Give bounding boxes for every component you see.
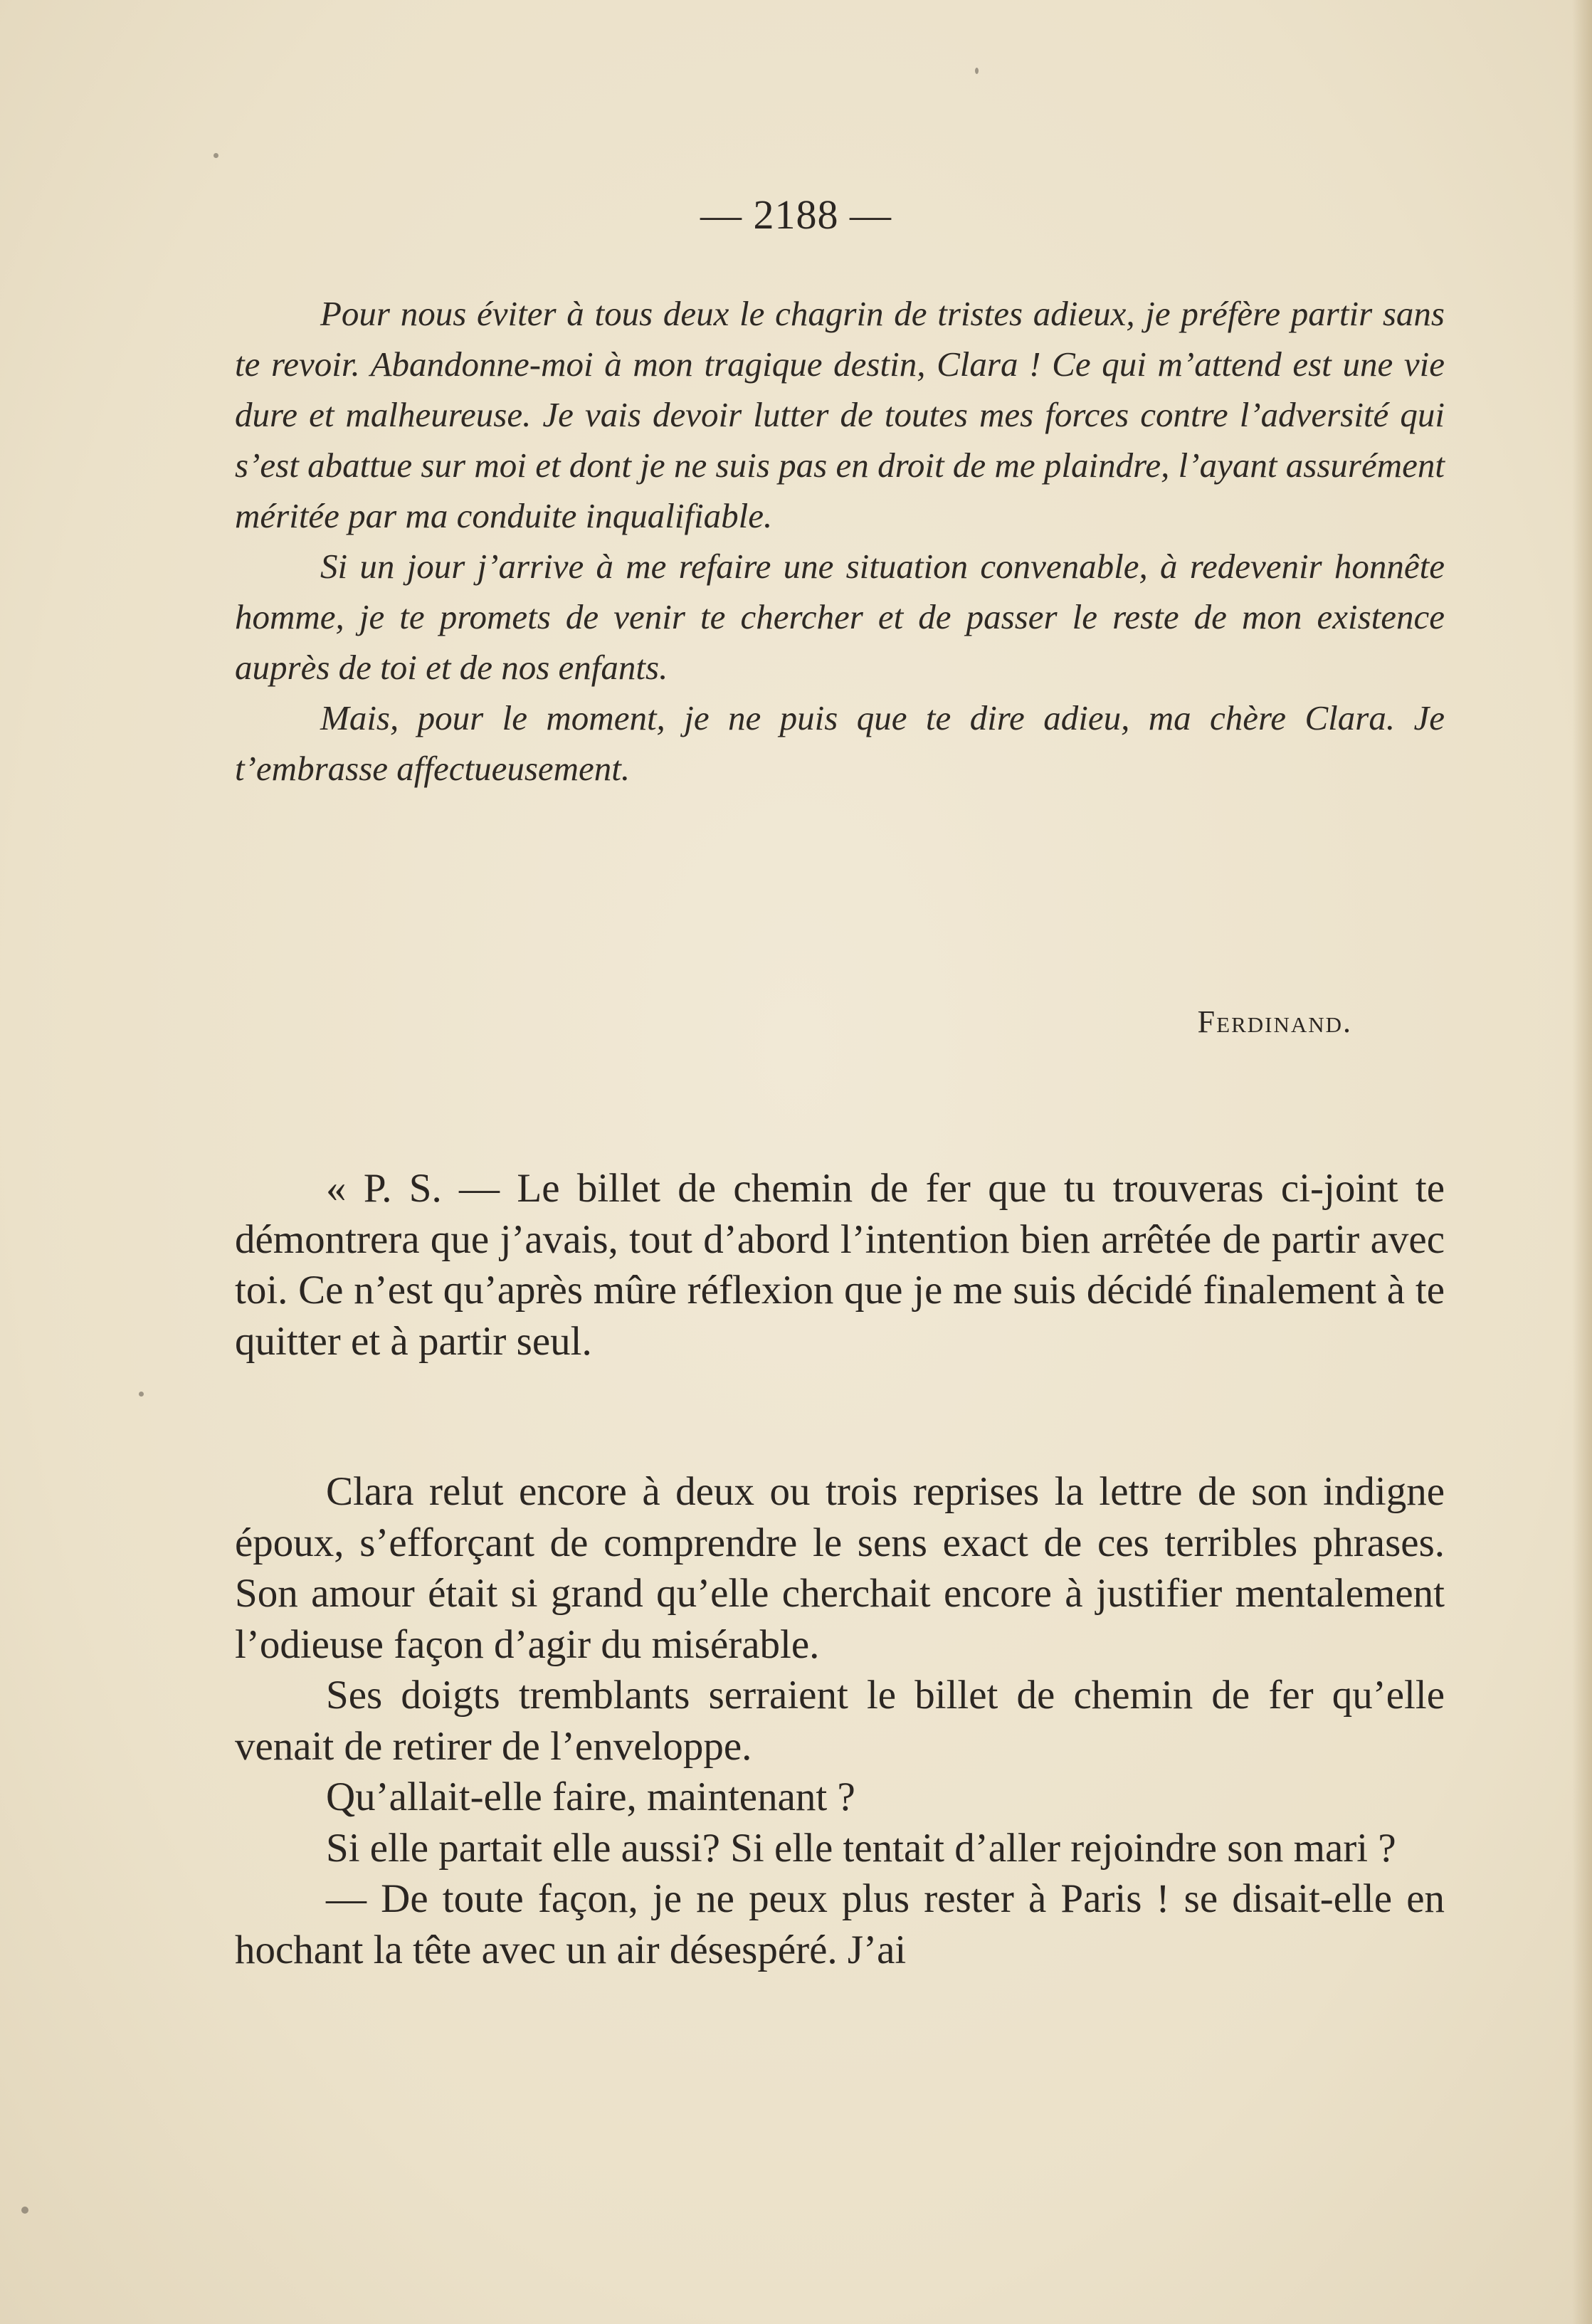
letter-text: [235, 288, 1445, 794]
narrative-paragraph: Ses doigts tremblants serraient le billet de chemin de fer qu’elle venait de retirer de l’enveloppe.: [235, 1673, 1445, 1769]
narrative-paragraph: Clara relut encore à deux ou trois reprises la lettre de son indigne époux, s’efforçant de comprendre le sens exact de ces terribles phrases. Son amour était si grand qu’elle cherchait encore à justifier mentalement l’odieuse façon d’agir du misérable.: [235, 1469, 1445, 1667]
letter-signature: Ferdinand.: [1197, 1004, 1352, 1039]
postscript: [235, 1163, 1445, 1367]
narrative-paragraph: Si elle partait elle aussi? Si elle tentait d’aller rejoindre son mari ?: [326, 1825, 1396, 1871]
narrative-paragraph: — De toute façon, je ne peux plus rester à Paris ! se disait-elle en hochant la tête avec un air désespéré. J’ai: [235, 1876, 1445, 1972]
postscript-paragraph: « P. S. — Le billet de chemin de fer que tu trouveras ci-joint te démontrera que j’avais, tout d’abord l’intention bien arrêtée de partir avec toi. Ce n’est qu’après mûre réflexion que je me suis décidé finalement à te quitter et à partir seul.: [235, 1166, 1445, 1364]
paper-speck: [975, 68, 979, 74]
narrative-paragraph: Qu’allait-elle faire, maintenant ?: [326, 1774, 855, 1819]
letter-paragraph: Mais, pour le moment, je ne puis que te dire adieu, ma chère Clara. Je t’embrasse affectueusement.: [235, 698, 1445, 788]
paper-speck: [21, 2207, 28, 2214]
letter-paragraph: Si un jour j’arrive à me refaire une situation convenable, à redevenir honnête homme, je te promets de venir te chercher et de passer le reste de mon existence auprès de toi et de nos enfants.: [235, 547, 1445, 687]
paper-speck: [214, 153, 218, 158]
narrative-text: [235, 1466, 1445, 1975]
page-number: — 2188 —: [700, 191, 892, 238]
paper-speck: [139, 1392, 144, 1397]
page-edge-shadow: [1572, 0, 1592, 2324]
letter-paragraph: Pour nous éviter à tous deux le chagrin de tristes adieux, je préfère partir sans te revoir. Abandonne-moi à mon tragique destin, Clara ! Ce qui m’attend est une vie dure et malheureuse. Je vais devoir lutter de toutes mes forces contre l’adversité qui s’est abattue sur moi et dont je ne suis pas en droit de me plaindre, l’ayant assurément méritée par ma conduite inqualifiable.: [235, 294, 1445, 535]
